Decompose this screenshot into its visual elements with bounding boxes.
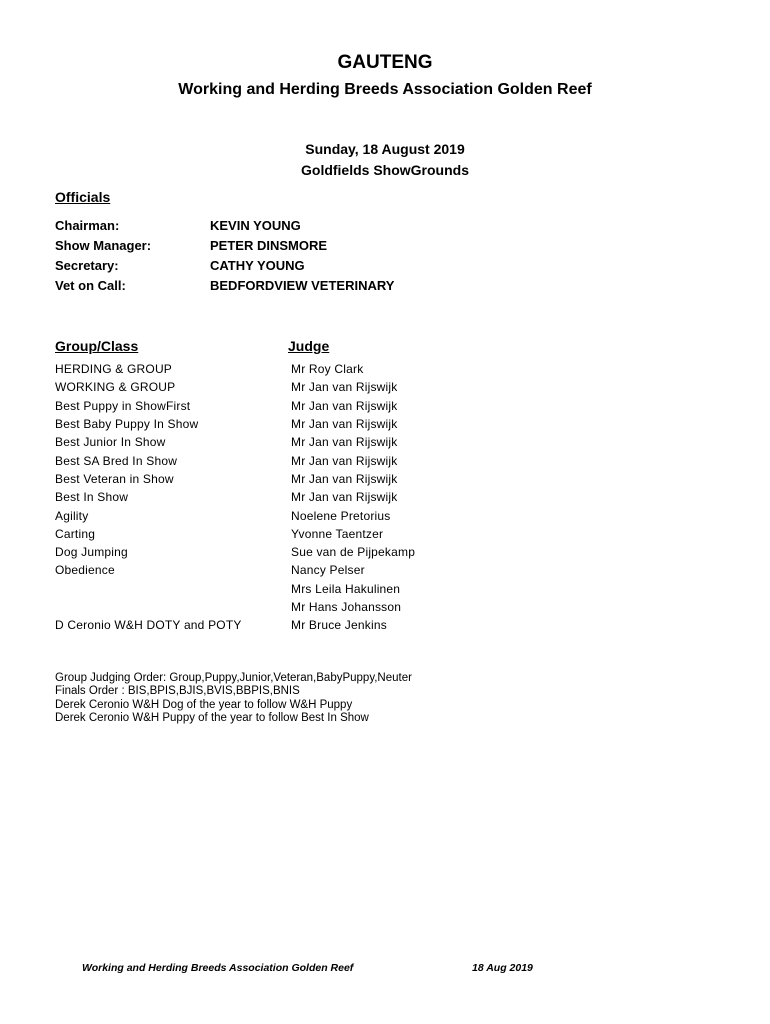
footer-association: Working and Herding Breeds Association Golden Reef [82,962,354,974]
judge-name: Mr Jan van Rijswijk [291,417,398,431]
judge-name: Mr Jan van Rijswijk [291,472,398,486]
official-label: Chairman: [55,218,120,233]
judge-name: Mrs Leila Hakulinen [291,582,401,596]
class-name: Best Puppy in ShowFirst [55,399,191,413]
judge-name: Mr Jan van Rijswijk [291,454,398,468]
judge-name: Nancy Pelser [291,563,365,577]
association-name: Working and Herding Breeds Association Golden Reef [178,81,592,98]
note-line: Derek Ceronio W&H Puppy of the year to follow Best In Show [55,712,369,724]
class-name: Dog Jumping [55,545,128,559]
page-title: GAUTENG [337,52,433,73]
official-label: Vet on Call: [55,278,126,293]
class-name: Carting [55,527,96,541]
show-date: Sunday, 18 August 2019 [305,141,465,157]
group-class-heading: Group/Class [55,338,139,354]
judge-name: Noelene Pretorius [291,509,391,523]
official-value: CATHY YOUNG [210,258,305,273]
class-name: D Ceronio W&H DOTY and POTY [55,618,242,632]
official-value: BEDFORDVIEW VETERINARY [210,278,395,293]
judge-name: Sue van de Pijpekamp [291,545,416,559]
judge-name: Mr Jan van Rijswijk [291,380,398,394]
footer-date: 18 Aug 2019 [472,962,533,974]
class-name: WORKING & GROUP [55,380,176,394]
judge-name: Mr Jan van Rijswijk [291,435,398,449]
class-name: Best In Show [55,490,129,504]
judge-name: Yvonne Taentzer [291,527,384,541]
class-name: Best SA Bred In Show [55,454,178,468]
official-label: Secretary: [55,258,119,273]
judge-name: Mr Jan van Rijswijk [291,490,398,504]
class-name: Agility [55,509,89,523]
show-venue: Goldfields ShowGrounds [301,162,469,178]
class-name: Best Veteran in Show [55,472,174,486]
class-name: HERDING & GROUP [55,362,173,376]
class-name: Obedience [55,563,115,577]
judge-heading: Judge [288,338,330,354]
class-name: Best Baby Puppy In Show [55,417,199,431]
judge-name: Mr Roy Clark [291,362,364,376]
official-value: PETER DINSMORE [210,238,328,253]
judge-name: Mr Bruce Jenkins [291,618,387,632]
judge-name: Mr Hans Johansson [291,600,402,614]
note-line: Group Judging Order: Group,Puppy,Junior,Veteran,BabyPuppy,Neuter [55,672,412,684]
officials-heading: Officials [55,189,111,205]
note-line: Derek Ceronio W&H Dog of the year to follow W&H Puppy [55,699,353,711]
note-line: Finals Order : BIS,BPIS,BJIS,BVIS,BBPIS,BNIS [55,685,300,697]
class-name: Best Junior In Show [55,435,166,449]
judge-name: Mr Jan van Rijswijk [291,399,398,413]
official-label: Show Manager: [55,238,152,253]
official-value: KEVIN YOUNG [210,218,301,233]
